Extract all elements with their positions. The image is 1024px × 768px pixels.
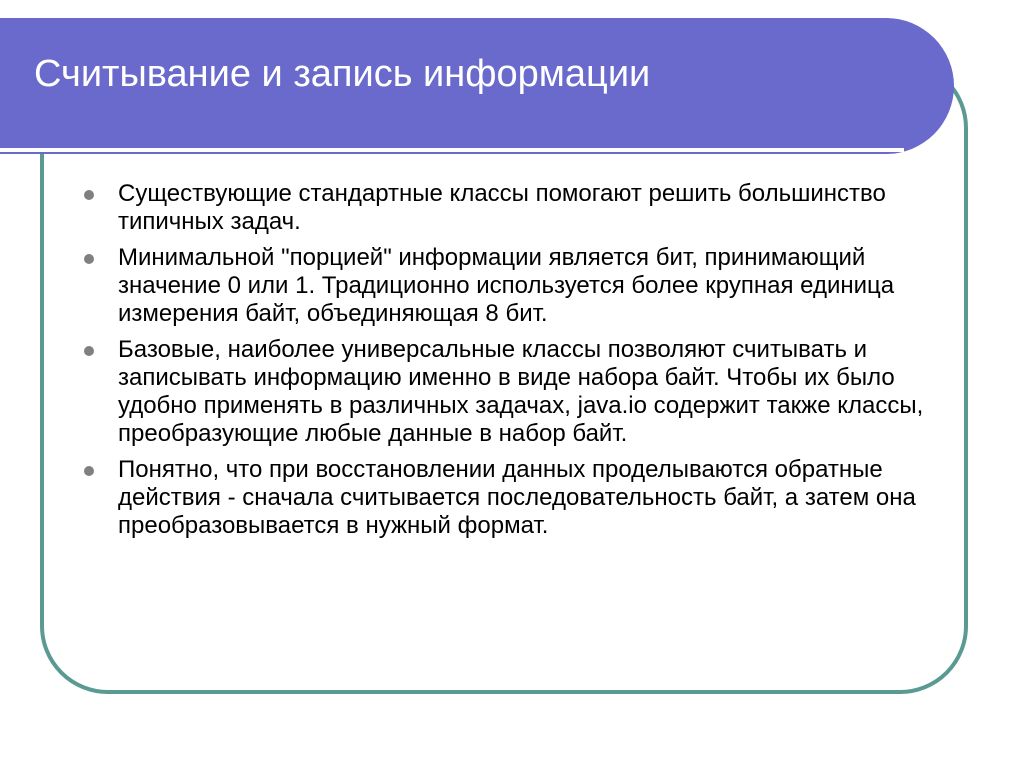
bullet-item (118, 336, 958, 448)
bullet-dot-icon (84, 466, 94, 476)
bullet-text: Базовые, наиболее универсальные классы позволяют считывать и записывать информацию именно в виде набора байт. Чтобы их было удобно применять в различных задачах, java.io содержит также классы, преобразующие любые данные в набор байт. (118, 336, 924, 447)
bullet-dot-icon (84, 190, 94, 200)
bullet-text: Существующие стандартные классы помогают решить большинство типичных задач. (118, 180, 886, 235)
bullet-dot-icon (84, 346, 94, 356)
bullet-list (118, 180, 958, 548)
bullet-dot-icon (84, 254, 94, 264)
bullet-text: Минимальной "порцией" информации является бит, принимающий значение 0 или 1. Традиционно используется более крупная единица измерения байт, объединяющая 8 бит. (118, 244, 895, 327)
slide-title: Считывание и запись информации (34, 53, 651, 95)
title-underline (0, 148, 904, 152)
bullet-item (118, 456, 958, 540)
bullet-text: Понятно, что при восстановлении данных проделываются обратные действия - сначала считывается последовательность байт, а затем она преобразовывается в нужный формат. (118, 456, 916, 539)
bullet-item (118, 244, 958, 328)
bullet-item (118, 180, 958, 236)
